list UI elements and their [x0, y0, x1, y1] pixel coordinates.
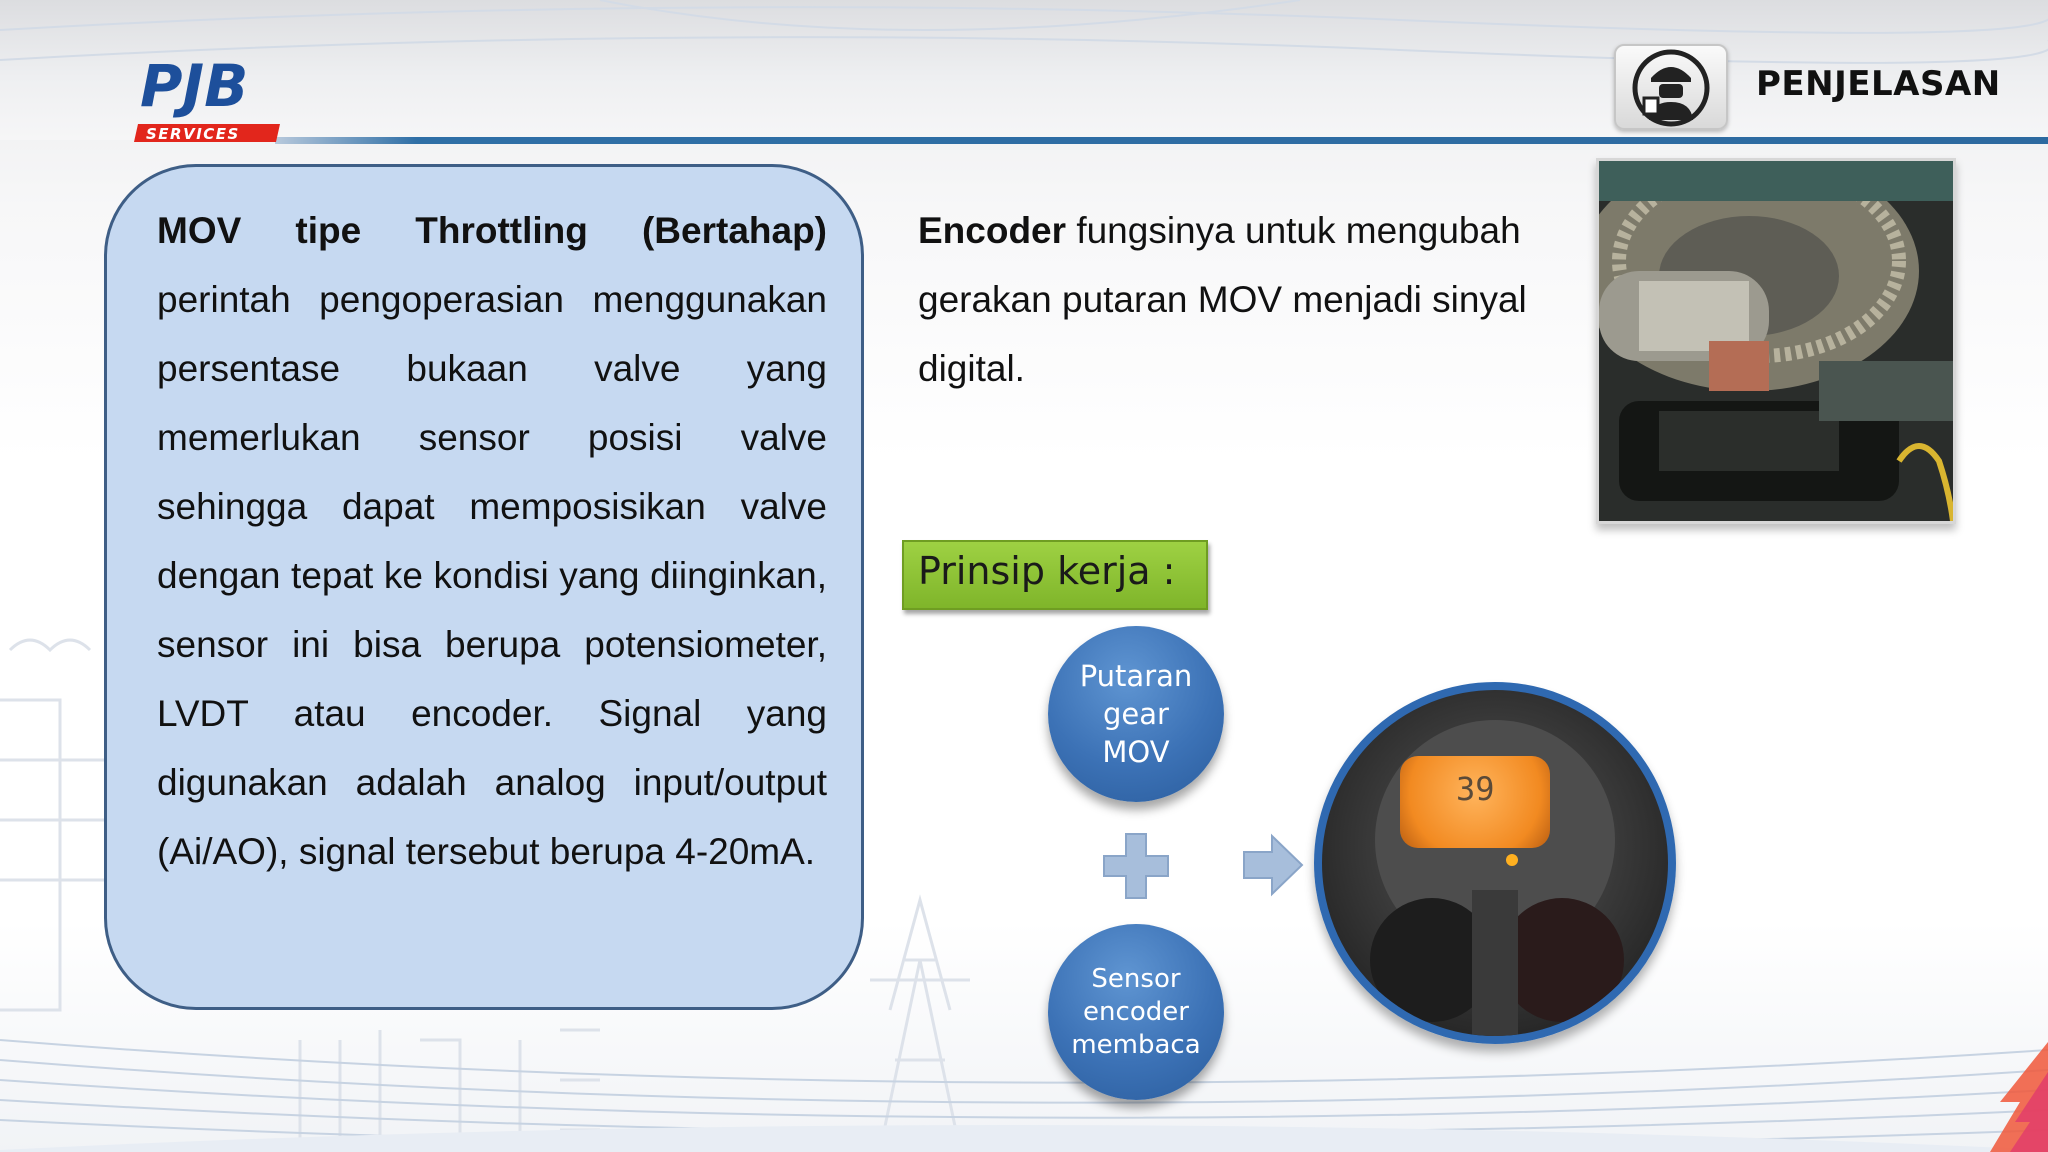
gear-photo-illustration [1599, 161, 1953, 521]
display-illustration [1322, 690, 1668, 1036]
digital-display-photo [1314, 682, 1676, 1044]
step1-line1: Putaran [1079, 659, 1193, 693]
gear-encoder-photo [1596, 158, 1956, 524]
step1-line3: MOV [1102, 735, 1170, 769]
encoder-bold: Encoder [918, 210, 1067, 251]
logo-subtext: SERVICES [146, 125, 240, 143]
step2-line3: membaca [1071, 1029, 1201, 1060]
header-divider-line [275, 137, 2048, 144]
section-title: PENJELASAN [1756, 64, 2001, 104]
pjb-services-logo [130, 58, 290, 144]
logo-text: PJB [140, 58, 249, 120]
description-body: perintah pengoperasian menggunakan persentase bukaan valve yang memerlukan sensor posisi valve sehingga dapat memposisikan valve dengan tepat ke kondisi yang diinginkan, sensor ini bisa berupa potensiometer, LVDT atau encoder. Signal yang digunakan adalah analog input/output (Ai/AO), signal tersebut berupa 4-20mA. [157, 279, 827, 872]
prinsip-kerja-label: Prinsip kerja : [918, 549, 1176, 593]
encoder-description [918, 196, 1558, 403]
arrow-right-icon [1240, 832, 1304, 898]
step2-line1: Sensor [1091, 963, 1181, 994]
step2-line2: encoder [1083, 996, 1189, 1027]
worker-icon [1616, 46, 1726, 128]
plus-icon [1100, 830, 1172, 902]
step-putaran-gear [1048, 626, 1224, 802]
step1-line2: gear [1103, 697, 1169, 731]
lcd-value: 39 [1456, 770, 1495, 808]
worker-role-icon [1614, 44, 1728, 130]
description-lead: MOV tipe Throttling (Bertahap) [157, 210, 827, 251]
description-text [157, 196, 827, 886]
corner-lightning-decoration [1970, 1042, 2048, 1152]
encoder-body: fungsinya untuk mengubah gerakan putaran MOV menjadi sinyal digital. [918, 210, 1527, 389]
step-sensor-encoder [1048, 924, 1224, 1100]
